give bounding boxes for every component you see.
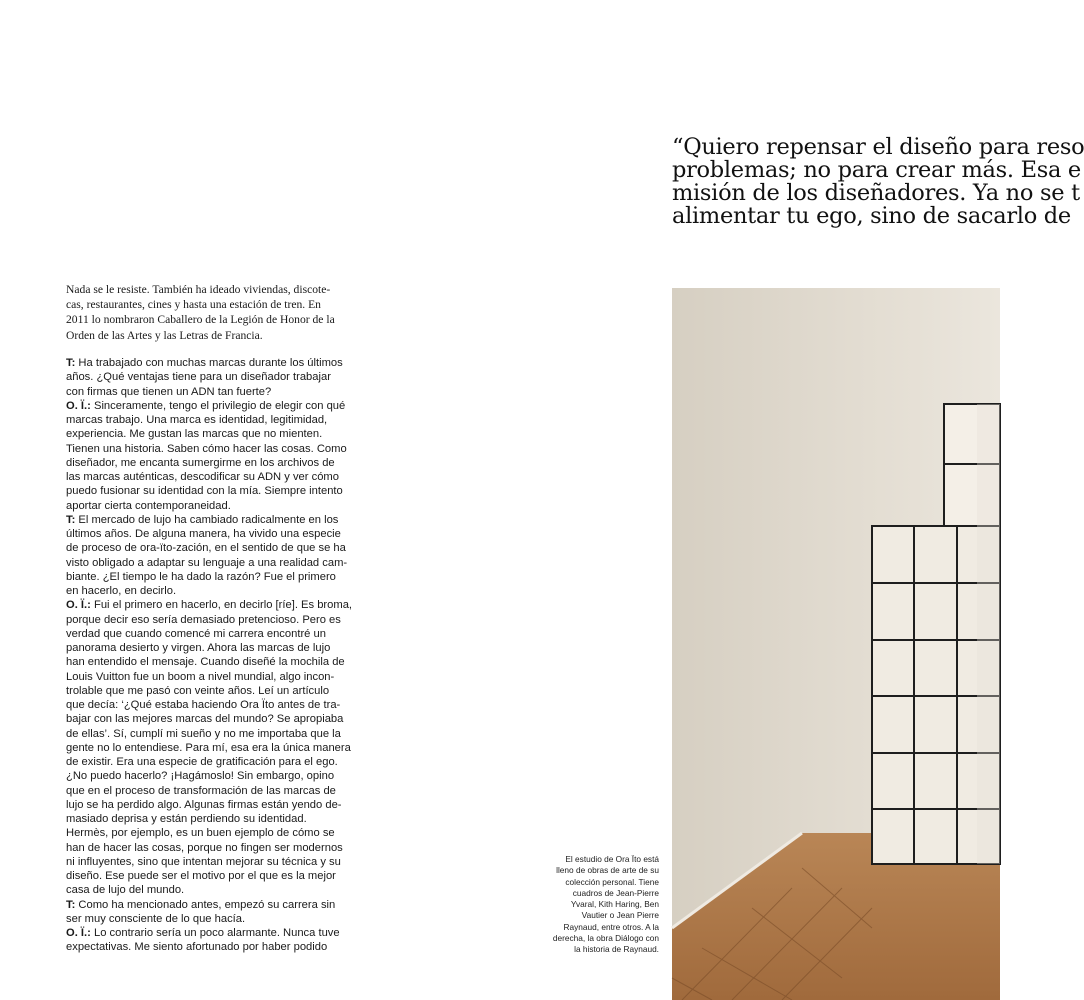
interview-text: panorama desierto y virgen. Ahora las marcas de lujo [66,642,331,654]
intro-line: cas, restaurantes, cines y hasta una estación de tren. En [66,298,321,312]
interview-line [66,513,339,527]
interview-line [66,556,348,570]
pull-quote-line: problemas; no para crear más. Esa e [672,157,1081,183]
interview-text: que decía: ‘¿Qué estaba haciendo Ora Ïto antes de tra- [66,699,341,711]
speaker-label: O. Ï.: [66,927,91,939]
interview-text: biante. ¿El tiempo le ha dado la razón? Fue el primero [66,570,336,583]
interview-body [66,356,353,955]
interview-line [66,427,332,441]
interview-text: visto obligado a adaptar su lenguaje a una realidad cam- [66,556,348,569]
interview-text: porque decir eso sería demasiado pretencioso. Pero es [66,613,341,626]
interview-line [66,641,332,655]
interview-text: Louis Vuitton fue un boom a nivel mundial, algo incon- [66,670,335,683]
interview-text: con firmas que tienen un ADN tan fuerte? [66,385,272,398]
interview-text: han de hacer las cosas, porque no fingen ser modernos [66,841,343,854]
interview-line [66,399,346,413]
caption-line: derecha, la obra Diálogo con [552,933,659,944]
pull-quote [672,134,1084,229]
interview-text: marcas trabajo. Una marca es identidad, legitimidad, [66,414,328,426]
interview-line [66,627,332,641]
interview-text: puedo fusionar su identidad con la mía. Siempre intento [66,485,343,498]
interview-line [66,584,332,598]
speaker-label: O. Ï.: [66,399,91,412]
interview-text: casa de lujo del mundo. [66,884,185,897]
interview-line [66,370,332,384]
interview-line [66,655,345,669]
interview-line [66,598,353,612]
pull-quote-line: “Quiero repensar el diseño para reso [672,134,1084,160]
interview-text: diseño. Ese puede ser el motivo por el que es la mejor [66,870,336,882]
interview-text: de existir. Era una especie de gratificación para el ego. [66,756,338,768]
speaker-label: O. Ï.: [66,599,91,612]
tiled-sculpture-image [672,288,1000,1000]
interview-text: han entendido el mensaje. Cuando diseñé la mochila de [66,656,345,669]
interview-line [66,442,347,456]
intro-line: Orden de las Artes y las Letras de Francia. [66,328,263,342]
interview-line [66,484,343,498]
intro-line: Nada se le resiste. También ha ideado viviendas, discote- [66,283,331,296]
pull-quote-line: alimentar tu ego, sino de sacarlo de [672,203,1071,229]
interview-text: las marcas auténticas, descodificar su ADN y ver cómo [66,471,339,483]
interview-line [66,784,336,798]
intro-paragraph [66,282,335,343]
interview-line [66,869,336,883]
speaker-label: T: [66,513,76,526]
interview-line [66,883,332,897]
interview-text: años. ¿Qué ventajas tiene para un diseñador trabajar [66,371,331,384]
interview-text: Fui el primero en hacerlo, en decirlo [ríe]. Es broma, [90,599,353,612]
interview-text: ni influyentes, sino que intentan mejorar su técnica y su [66,855,341,868]
interview-line [66,385,332,399]
interview-line [66,698,341,712]
caption-line: cuadros de Jean-Pierre [572,887,659,898]
interview-text: en hacerlo, en decirlo. [66,585,177,597]
interview-text: masiado deprisa y están perdiendo su identidad. [66,813,307,825]
interview-text: expectativas. Me siento afortunado por haber podido [66,941,328,954]
interview-text: de ellas’. Sí, cumplí mi sueño y no me importaba que la [66,727,341,740]
interview-text: gente no lo entendiese. Para mí, esa era la única manera [66,741,351,754]
interview-text: aportar cierta contemporaneidad. [66,499,231,512]
caption-line: Yvaral, Kith Haring, Ben [570,899,659,910]
interview-text: diseñador, me encanta sumergirme en los archivos de [66,456,335,469]
interview-line [66,356,343,370]
interview-text: El mercado de lujo ha cambiado radicalmente en los [75,513,339,526]
interview-text: lujo se ha perdido algo. Algunas firmas están yendo de- [66,798,342,811]
speaker-label: T: [66,898,76,911]
interview-line [66,613,341,627]
interview-line [66,741,351,755]
interview-line [66,727,341,741]
interview-line [66,812,332,826]
interview-text: Ha trabajado con muchas marcas durante los últimos [75,357,343,369]
interview-line [66,940,332,954]
caption-line: colección personal. Tiene [565,876,659,887]
interview-text: Tienen una historia. Saben cómo hacer las cosas. Como [66,442,347,455]
interview-text: Sinceramente, tengo el privilegio de elegir con qué [90,399,346,412]
photo-caption [545,854,659,956]
interview-line [66,826,335,840]
interview-line [66,456,335,470]
interview-text: bajar con las mejores marcas del mundo? Se apropiaba [66,713,344,726]
pull-quote-line: misión de los diseñadores. Ya no se t [672,180,1080,206]
interview-line [66,570,336,584]
interview-line [66,912,332,926]
interview-line [66,499,332,513]
interview-text: ¿No puedo hacerlo? ¡Hagámoslo! Sin embargo, opino [66,770,335,783]
interview-line [66,527,341,541]
interview-line [66,841,343,855]
interview-line [66,898,336,912]
interview-text: Lo contrario sería un poco alarmante. Nunca tuve [90,927,340,939]
interview-line [66,470,339,484]
studio-photo [672,288,1000,1000]
interview-text: experiencia. Me gustan las marcas que no mienten. [66,428,323,441]
interview-line [66,769,335,783]
interview-text: últimos años. De alguna manera, ha vivido una especie [66,528,341,540]
interview-line [66,541,346,555]
caption-line: la historia de Raynaud. [574,944,659,955]
caption-line: lleno de obras de arte de su [556,865,659,876]
intro-line: 2011 lo nombraron Caballero de la Legión de Honor de la [66,313,335,327]
interview-line [66,712,344,726]
interview-line [66,413,332,427]
caption-line: El estudio de Ora Ïto está [565,854,659,864]
interview-text: ser muy consciente de lo que hacía. [66,912,246,925]
speaker-label: T: [66,357,76,369]
interview-line [66,926,340,940]
interview-text: Hermès, por ejemplo, es un buen ejemplo de cómo se [66,827,335,840]
interview-text: trolable que me pasó con veinte años. Leí un artículo [66,684,330,697]
caption-line: Vautier o Jean Pierre [581,910,659,921]
interview-line [66,855,341,869]
interview-line [66,798,342,812]
interview-line [66,684,332,698]
interview-text: Como ha mencionado antes, empezó su carrera sin [75,898,336,911]
interview-text: verdad que cuando comencé mi carrera encontré un [66,627,326,640]
interview-text: que en el proceso de transformación de las marcas de [66,784,336,797]
interview-line [66,755,338,769]
caption-line: Raynaud, entre otros. A la [563,921,659,932]
interview-text: de proceso de ora-ïto-zación, en el sentido de que se ha [66,542,346,555]
interview-line [66,670,335,684]
